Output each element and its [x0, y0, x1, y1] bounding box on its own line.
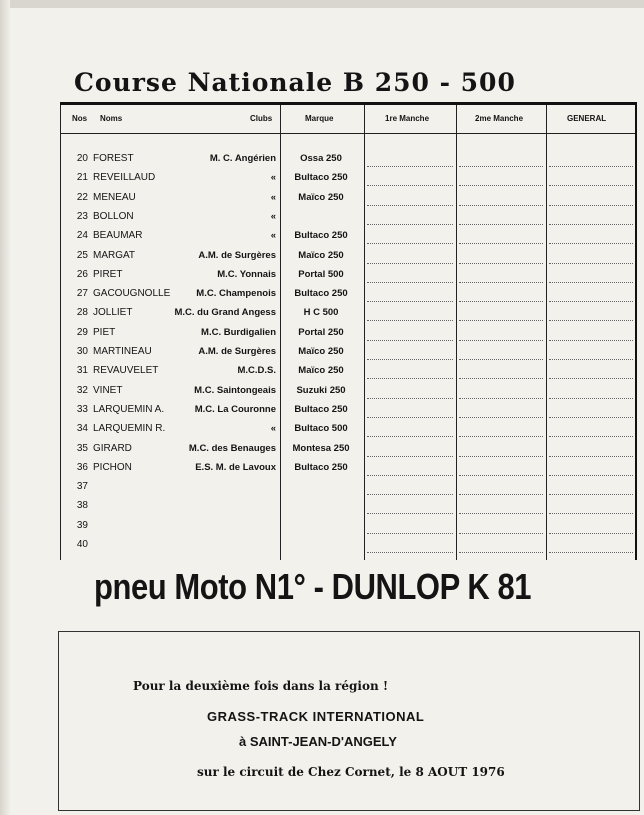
score-blank-line: [459, 340, 543, 341]
score-blank-line: [549, 263, 633, 264]
announcement-line-3: à SAINT-JEAN-D'ANGELY: [239, 734, 397, 749]
entry-number: 35: [76, 442, 88, 454]
motorcycle-make: Maïco 250: [298, 249, 344, 261]
score-blank-line: [367, 359, 453, 360]
motorcycle-make: Suzuki 250: [296, 384, 346, 396]
club-name: M.C. Saintongeais: [194, 384, 276, 396]
header-manche-2: 2me Manche: [475, 114, 524, 123]
results-table: [60, 102, 637, 560]
table-row: [60, 150, 635, 169]
score-blank-line: [549, 436, 633, 437]
score-blank-line: [549, 533, 633, 534]
entry-number: 23: [76, 210, 88, 222]
score-blank-line: [549, 417, 633, 418]
score-blank-line: [367, 224, 453, 225]
rider-name: JOLLIET: [93, 307, 133, 319]
club-name: M. C. Angérien: [209, 153, 276, 164]
entry-number: 28: [76, 307, 88, 319]
score-blank-line: [459, 243, 543, 244]
header-nos: Nos: [72, 114, 88, 123]
score-blank-line: [459, 436, 543, 437]
table-row: [60, 517, 635, 536]
score-blank-line: [459, 263, 543, 264]
motorcycle-make: Bultaco 250: [294, 461, 348, 473]
score-blank-line: [367, 378, 453, 379]
table-header: [60, 105, 635, 134]
club-name: «: [270, 191, 276, 203]
score-blank-line: [459, 552, 543, 553]
score-blank-line: [549, 378, 633, 379]
score-blank-line: [459, 166, 543, 167]
score-blank-line: [549, 494, 633, 495]
motorcycle-make: Maïco 250: [298, 191, 344, 203]
score-blank-line: [549, 359, 633, 360]
club-name: A.M. de Surgères: [198, 249, 276, 261]
motorcycle-make: Bultaco 500: [294, 423, 348, 435]
motorcycle-make: Bultaco 250: [294, 172, 348, 184]
dunlop-advert: pneu Moto N1° - DUNLOP K 81: [94, 566, 532, 607]
score-blank-line: [459, 359, 543, 360]
entry-number: 32: [76, 384, 88, 396]
score-blank-line: [367, 320, 453, 321]
entry-number: 39: [76, 519, 88, 531]
score-blank-line: [459, 301, 543, 302]
score-blank-line: [367, 185, 453, 186]
entry-number: 22: [76, 191, 88, 203]
announcement-line-4: sur le circuit de Chez Cornet, le 8 AOUT 1976: [197, 765, 505, 779]
score-blank-line: [367, 340, 453, 341]
table-row: [60, 382, 635, 401]
club-name: «: [270, 172, 276, 184]
club-name: M.C.D.S.: [237, 365, 276, 377]
page-top-edge: [0, 0, 644, 8]
score-blank-line: [367, 494, 453, 495]
score-blank-line: [459, 417, 543, 418]
score-blank-line: [549, 243, 633, 244]
score-blank-line: [549, 398, 633, 399]
club-name: M.C. du Grand Angess: [174, 307, 276, 319]
table-row: [60, 478, 635, 497]
score-blank-line: [459, 398, 543, 399]
entry-number: 38: [76, 500, 88, 512]
motorcycle-make: Portal 250: [298, 326, 344, 338]
score-blank-line: [367, 513, 453, 514]
rider-name: GIRARD: [93, 442, 132, 454]
score-blank-line: [459, 456, 543, 457]
table-row: [60, 227, 635, 246]
table-row: [60, 401, 635, 420]
score-blank-line: [549, 301, 633, 302]
motorcycle-make: Bultaco 250: [294, 403, 348, 415]
table-row: [60, 247, 635, 266]
score-blank-line: [459, 494, 543, 495]
entry-number: 24: [76, 230, 88, 242]
motorcycle-make: Montesa 250: [292, 442, 350, 454]
table-row: [60, 189, 635, 208]
table-row: [60, 304, 635, 323]
score-blank-line: [367, 205, 453, 206]
club-name: M.C. Champenois: [196, 288, 276, 300]
entry-number: 34: [76, 423, 88, 435]
table-row: [60, 497, 635, 516]
score-blank-line: [459, 205, 543, 206]
club-name: E.S. M. de Lavoux: [195, 461, 276, 473]
table-row: [60, 208, 635, 227]
score-blank-line: [367, 456, 453, 457]
score-blank-line: [549, 320, 633, 321]
score-blank-line: [549, 456, 633, 457]
motorcycle-make: H C 500: [303, 307, 339, 319]
table-row: [60, 324, 635, 343]
motorcycle-make: Portal 500: [298, 268, 344, 280]
motorcycle-make: Bultaco 250: [294, 230, 348, 242]
entry-number: 27: [76, 288, 88, 300]
rider-name: LARQUEMIN R.: [93, 423, 166, 435]
score-blank-line: [367, 552, 453, 553]
score-blank-line: [549, 513, 633, 514]
rider-name: MARTINEAU: [93, 346, 152, 357]
score-blank-line: [367, 301, 453, 302]
table-row: [60, 440, 635, 459]
club-name: M.C. Burdigalien: [201, 326, 276, 338]
entry-number: 36: [76, 461, 88, 473]
table-row: [60, 266, 635, 285]
announcement-line-1: Pour la deuxième fois dans la région !: [133, 679, 389, 693]
score-blank-line: [459, 475, 543, 476]
table-row: [60, 343, 635, 362]
motorcycle-make: Ossa 250: [300, 153, 342, 164]
club-name: M.C. des Benauges: [188, 442, 276, 454]
entry-number: 21: [76, 172, 88, 184]
entry-number: 30: [76, 346, 88, 357]
announcement-line-2: GRASS-TRACK INTERNATIONAL: [207, 709, 425, 724]
rider-name: MARGAT: [93, 249, 136, 261]
score-blank-line: [367, 436, 453, 437]
entry-number: 31: [76, 365, 88, 377]
entry-number: 33: [76, 403, 88, 415]
table-row: [60, 459, 635, 478]
rider-name: REVEILLAUD: [93, 172, 156, 184]
rider-name: BEAUMAR: [93, 230, 143, 242]
entry-number: 37: [76, 481, 88, 493]
score-blank-line: [367, 282, 453, 283]
score-blank-line: [459, 513, 543, 514]
page-left-edge: [0, 0, 10, 815]
score-blank-line: [367, 166, 453, 167]
rider-name: BOLLON: [93, 210, 134, 222]
rider-name: LARQUEMIN A.: [93, 403, 165, 415]
rider-name: PIET: [93, 326, 116, 338]
score-blank-line: [367, 263, 453, 264]
score-blank-line: [459, 282, 543, 283]
score-blank-line: [549, 224, 633, 225]
score-blank-line: [549, 185, 633, 186]
score-blank-line: [367, 417, 453, 418]
score-blank-line: [459, 320, 543, 321]
club-name: A.M. de Surgères: [198, 346, 276, 357]
score-blank-line: [549, 166, 633, 167]
entry-number: 26: [76, 268, 88, 280]
score-blank-line: [459, 533, 543, 534]
club-name: «: [270, 210, 276, 222]
score-blank-line: [459, 185, 543, 186]
score-blank-line: [549, 282, 633, 283]
grass-track-announcement: [58, 631, 640, 811]
entry-number: 20: [76, 153, 88, 164]
table-row: [60, 536, 635, 555]
score-blank-line: [549, 552, 633, 553]
entry-number: 29: [76, 326, 88, 338]
club-name: «: [270, 230, 276, 242]
table-row: [60, 362, 635, 381]
header-general: GENERAL: [567, 114, 607, 123]
rider-name: REVAUVELET: [93, 365, 159, 377]
rider-name: PIRET: [93, 268, 123, 280]
score-blank-line: [459, 224, 543, 225]
rider-name: GACOUGNOLLE: [93, 288, 171, 300]
header-manche-1: 1re Manche: [385, 114, 430, 123]
score-blank-line: [549, 205, 633, 206]
header-marque: Marque: [305, 114, 334, 123]
motorcycle-make: Maïco 250: [298, 365, 344, 377]
motorcycle-make: Maïco 250: [298, 346, 344, 357]
table-row: [60, 169, 635, 188]
rider-name: PICHON: [93, 461, 132, 473]
entry-number: 40: [76, 539, 88, 550]
score-blank-line: [367, 398, 453, 399]
rider-name: VINET: [93, 384, 123, 396]
score-blank-line: [459, 378, 543, 379]
motorcycle-make: Bultaco 250: [294, 288, 348, 300]
score-blank-line: [549, 340, 633, 341]
table-row: [60, 285, 635, 304]
score-blank-line: [367, 243, 453, 244]
club-name: M.C. Yonnais: [217, 268, 276, 280]
header-clubs: Clubs: [250, 114, 273, 123]
rider-name: FOREST: [93, 153, 134, 164]
table-row: [60, 420, 635, 439]
score-blank-line: [549, 475, 633, 476]
rider-name: MENEAU: [93, 191, 136, 203]
score-blank-line: [367, 533, 453, 534]
page-title: Course Nationale B 250 - 500: [74, 68, 516, 97]
score-blank-line: [367, 475, 453, 476]
header-noms: Noms: [100, 114, 123, 123]
club-name: M.C. La Couronne: [194, 403, 276, 415]
entry-number: 25: [76, 249, 88, 261]
club-name: «: [270, 423, 276, 435]
